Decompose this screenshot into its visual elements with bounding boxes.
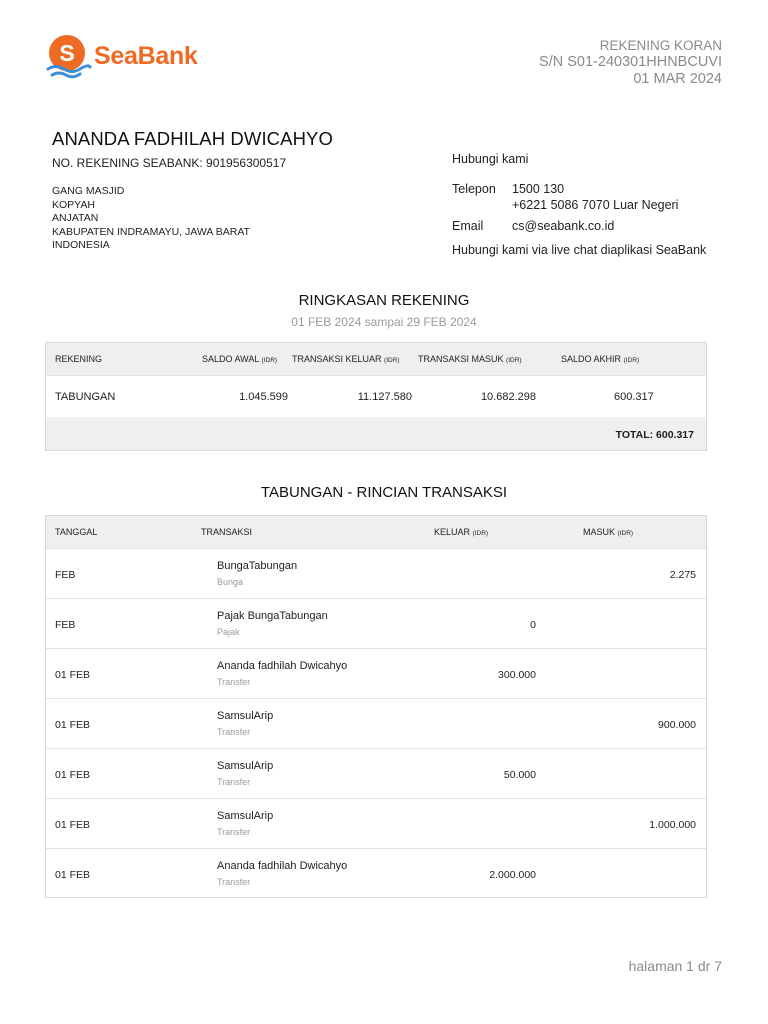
- cell-saldo-akhir: 600.317: [614, 391, 654, 403]
- tx-date: 01 FEB: [55, 719, 91, 731]
- account-number: NO. REKENING SEABANK: 901956300517: [52, 156, 287, 170]
- col-rekening: REKENING: [55, 354, 103, 364]
- transactions-table-header: [46, 516, 706, 548]
- transactions-table: [45, 515, 707, 898]
- address-line: GANG MASJID: [52, 185, 125, 197]
- statement-date: 01 MAR 2024: [633, 71, 722, 87]
- tx-amount-out: 0: [530, 619, 536, 631]
- address-line: INDONESIA: [52, 239, 110, 251]
- tx-date: FEB: [55, 619, 76, 631]
- table-row: [46, 698, 706, 748]
- col-transaksi-keluar: TRANSAKSI KELUAR (IDR): [292, 354, 400, 364]
- tx-category: Pajak: [217, 627, 240, 637]
- tx-name: Pajak BungaTabungan: [217, 610, 328, 622]
- address-line: ANJATAN: [52, 212, 99, 224]
- transactions-title: TABUNGAN - RINCIAN TRANSAKSI: [260, 484, 508, 501]
- phone-number: 1500 130: [512, 182, 565, 196]
- phone-number-intl: +6221 5086 7070 Luar Negeri: [512, 198, 679, 212]
- address-line: KOPYAH: [52, 198, 95, 211]
- seabank-logo: [44, 33, 198, 79]
- col-saldo-awal: SALDO AWAL (IDR): [202, 354, 278, 364]
- col-transaksi: TRANSAKSI: [201, 527, 253, 537]
- tx-date: 01 FEB: [55, 869, 91, 881]
- serial-number: S/N S01-240301HHNBCUVI: [539, 54, 722, 70]
- tx-date: FEB: [55, 569, 76, 581]
- page-indicator: halaman 1 dr 7: [628, 958, 722, 974]
- tx-amount-out: 50.000: [503, 769, 536, 781]
- tx-date: 01 FEB: [55, 819, 91, 831]
- tx-category: Transfer: [217, 727, 251, 737]
- tx-name: Ananda fadhilah Dwicahyo: [217, 660, 348, 672]
- email-address: cs@seabank.co.id: [512, 219, 615, 233]
- summary-title: RINGKASAN REKENING: [298, 292, 470, 309]
- address-line: KABUPATEN INDRAMAYU, JAWA BARAT: [52, 225, 250, 238]
- summary-row: [46, 375, 706, 417]
- seabank-logo-icon: [44, 33, 92, 79]
- summary-period: 01 FEB 2024 sampai 29 FEB 2024: [291, 315, 477, 329]
- summary-table-header: [46, 343, 706, 375]
- tx-name: SamsulArip: [217, 810, 274, 822]
- cell-keluar: 11.127.580: [357, 391, 412, 403]
- live-chat-info: Hubungi kami via live chat diaplikasi SeaBank: [452, 243, 707, 257]
- tx-date: 01 FEB: [55, 769, 91, 781]
- tx-name: SamsulArip: [217, 710, 274, 722]
- tx-category: Transfer: [217, 877, 251, 887]
- contact-title: Hubungi kami: [452, 152, 529, 166]
- cell-saldo-awal: 1.045.599: [239, 391, 288, 403]
- tx-name: BungaTabungan: [217, 560, 298, 572]
- doc-type: REKENING KORAN: [599, 38, 722, 53]
- tx-category: Transfer: [217, 777, 251, 787]
- table-row: [46, 798, 706, 848]
- tx-category: Transfer: [217, 677, 251, 687]
- table-row: [46, 648, 706, 698]
- summary-total-row: [46, 417, 706, 450]
- phone-label: Telepon: [452, 182, 496, 196]
- col-transaksi-masuk: TRANSAKSI MASUK (IDR): [418, 354, 522, 364]
- tx-amount-out: 2.000.000: [489, 869, 536, 881]
- summary-table: [45, 342, 707, 451]
- tx-date: 01 FEB: [55, 669, 91, 681]
- tx-name: SamsulArip: [217, 760, 274, 772]
- tx-amount-out: 300.000: [498, 669, 536, 681]
- statement-header: [539, 37, 722, 88]
- brand-name: SeaBank: [94, 41, 198, 70]
- col-tanggal: TANGGAL: [55, 527, 98, 537]
- transactions-body: [46, 548, 706, 897]
- customer-name: ANANDA FADHILAH DWICAHYO: [52, 128, 333, 149]
- tx-category: Transfer: [217, 827, 251, 837]
- cell-masuk: 10.682.298: [480, 391, 536, 403]
- col-masuk: MASUK (IDR): [583, 527, 634, 537]
- summary-total: TOTAL: 600.317: [615, 429, 694, 441]
- table-row: [46, 748, 706, 798]
- table-row: [46, 848, 706, 897]
- svg-text:S: S: [59, 40, 75, 66]
- tx-category: Bunga: [217, 577, 244, 587]
- tx-amount-in: 900.000: [658, 719, 696, 731]
- tx-amount-in: 2.275: [669, 569, 696, 581]
- table-row: [46, 598, 706, 648]
- tx-name: Ananda fadhilah Dwicahyo: [217, 860, 348, 872]
- col-keluar: KELUAR (IDR): [434, 527, 489, 537]
- cell-rekening: TABUNGAN: [55, 391, 116, 403]
- email-label: Email: [452, 219, 484, 233]
- customer-address: [52, 185, 250, 253]
- table-row: [46, 548, 706, 598]
- tx-amount-in: 1.000.000: [649, 819, 696, 831]
- col-saldo-akhir: SALDO AKHIR (IDR): [561, 354, 640, 364]
